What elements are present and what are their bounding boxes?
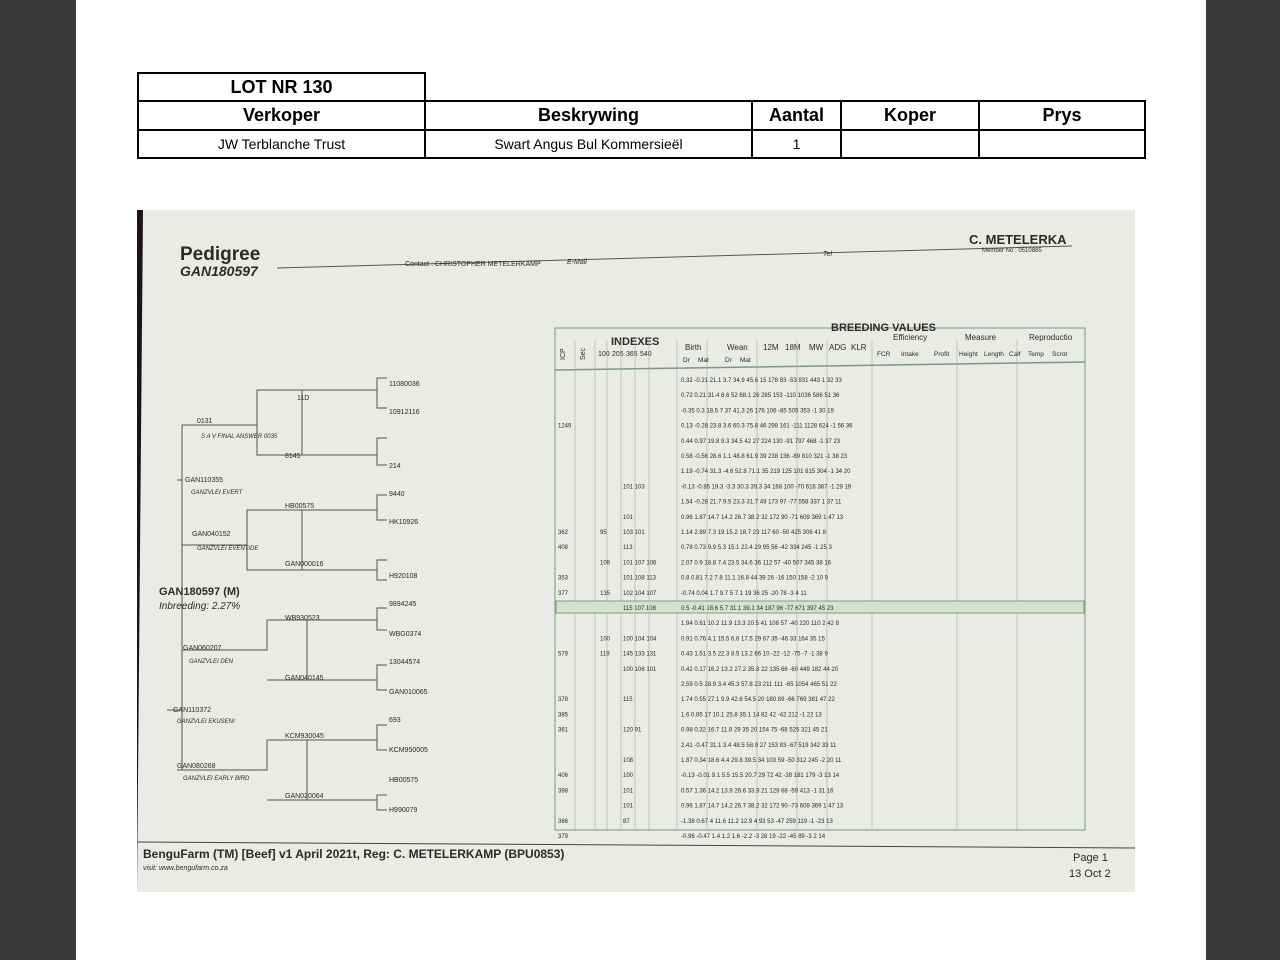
header-beskrywing: Beskrywing (425, 101, 752, 130)
gen4-id: 693 (389, 717, 401, 724)
bv-row-values: 0.91 0.76 4.1 15.5 6.6 17.5 29 67 35 -46 33 164 35 15 (681, 636, 825, 643)
gen4-id: 9440 (389, 491, 405, 498)
bv-group-header: Efficiency (893, 333, 928, 342)
bv-row-values: 1.14 2.89 7.3 19 15.2 18.7 23 117 60 -50 425 306 41 8 (681, 530, 827, 536)
header-prys: Prys (979, 101, 1145, 130)
bv-group-header: Wean (727, 343, 748, 352)
index-values: 103 101 (623, 530, 645, 536)
index-values: 120 91 (623, 727, 642, 734)
bv-subcol-header: Length (984, 351, 1004, 358)
icp-value: 385 (558, 712, 569, 719)
bv-subcol-header: Dr (725, 357, 732, 364)
bv-group-header: Measure (965, 333, 997, 342)
gen3-id: 11D (297, 395, 310, 402)
bv-row-values: -0.13 -0.01 9.1 5.5 15.5 20.7 29 72 42 -38 181 179 -3 13 14 (681, 773, 840, 780)
cell-verkoper: JW Terblanche Trust (138, 130, 425, 158)
index-values: 101 103 (623, 484, 645, 491)
sec-value: 135 (600, 590, 611, 597)
bv-row-values: 0.43 1.51 3.5 22.3 8.5 13.2 66 10 -22 -12 -75 -7 -1 38 9 (681, 651, 828, 658)
gen4-id: KCM950005 (389, 747, 428, 754)
bv-row-values: 0.32 -0.21 21.1 3.7 34.9 45.6 15 178 83 -53 931 443 1 32 33 (681, 378, 842, 384)
owner-name: C. METELERKA (969, 232, 1067, 247)
dam-id: GAN110372 (173, 707, 212, 714)
lot-table (137, 72, 1146, 159)
bv-row-values: 1.74 0.55 27.1 9.9 42.6 54.5 20 180 89 -66 769 381 47 22 (681, 697, 835, 704)
index-values: 101 107 106 (623, 560, 657, 567)
document-page (76, 0, 1206, 960)
bv-row-values: 0.98 0.32 16.7 11.8 29 35 20 154 75 -68 525 321 45 21 (681, 727, 828, 734)
header-aantal: Aantal (752, 101, 841, 130)
sire-sire-id: 0131 (197, 418, 213, 425)
bv-row-values: 1.54 -0.28 21.7 9.5 23.3 31.7 49 173 97 -77 558 337 1 37 11 (681, 499, 842, 506)
gen4-id: WBG0374 (389, 631, 422, 638)
sec-header: Sec (580, 347, 587, 360)
icp-value: 408 (558, 545, 569, 552)
contact-label: Contact : CHRISTOPHER METELERKAMP (405, 261, 541, 268)
bv-group-header: 18M (785, 343, 801, 352)
icp-value: 377 (558, 590, 569, 597)
dam-name: GANZVLEI EKUSENI (177, 719, 235, 725)
bv-subcol-header: Mat (740, 357, 751, 364)
icp-value: 362 (558, 530, 569, 536)
index-col-header: 100 (598, 351, 610, 358)
lot-data-row (138, 130, 1145, 158)
index-col-header: 205 (612, 351, 624, 358)
bv-row-values: 0.96 1.87 14.7 14.2 26.7 38.2 32 172 90 -71 609 369 1 47 13 (681, 514, 844, 521)
gen4-id: 11080036 (389, 381, 420, 388)
gen3-id: KCM930045 (285, 733, 324, 740)
icp-value: 1249 (558, 423, 572, 430)
cell-aantal: 1 (752, 130, 841, 158)
index-values: 100 104 104 (623, 636, 657, 643)
sec-value: 119 (600, 651, 610, 658)
bv-row-values: -0.35 0.3 18.5 7 37 41.3 26 176 106 -85 505 353 -1 30 19 (681, 408, 834, 415)
bv-row-values: 2.41 -0.47 31.1 3.4 48.5 58.9 27 153 83 -67 519 342 33 11 (681, 742, 837, 749)
indexes-title: INDEXES (611, 336, 660, 348)
gen4-id: H920108 (389, 573, 418, 580)
bv-group-header: 12M (763, 343, 779, 352)
bv-row-values: 0.58 -0.56 28.6 1.1 48.8 61.9 39 238 136 -89 810 321 -1 38 23 (681, 454, 848, 460)
member-number: Member No : 0510885 (982, 248, 1042, 254)
bv-subcol-header: Calf (1009, 351, 1021, 358)
pedigree-sheet (137, 210, 1135, 892)
gen3-id: GAN040145 (285, 675, 324, 682)
bv-row-values: -1.38 0.67 4 11.6 11.2 12.9 4 93 53 -47 259 119 -1 -23 13 (681, 818, 833, 825)
index-values: 115 107 108 (623, 606, 656, 612)
bv-subcol-header: Scrot (1052, 351, 1068, 358)
bv-subcol-header: Height (959, 351, 978, 358)
sire-name: GANZVLEI EVERT (191, 490, 243, 496)
sire-sire-name: S A V FINAL ANSWER 0035 (201, 434, 278, 440)
index-values: 101 (623, 514, 634, 521)
bv-row-values: 0.42 0.17 16.2 13.2 27.2 35.8 22 135 66 -60 449 182 44 20 (681, 666, 839, 673)
icp-value: 379 (558, 834, 569, 840)
header-koper: Koper (841, 101, 979, 130)
gen3-id: HB00575 (285, 503, 315, 510)
bv-subcol-header: Dr (683, 357, 690, 364)
sec-value: 95 (600, 530, 607, 536)
icp-header: ICP (560, 348, 567, 360)
bv-row-values: 1.94 0.61 10.2 11.9 13.3 20.5 41 108 57 -40 220 110 2 42 8 (681, 621, 839, 628)
dam-dam-name: GANZVLEI EARLY BIRD (183, 776, 250, 782)
icp-value: 406 (558, 773, 569, 780)
header-verkoper: Verkoper (138, 101, 425, 130)
email-label: E-Mail (567, 259, 587, 266)
bv-row-values: -0.13 -0.85 19.3 -3.3 30.3 39.3 34 168 100 -70 616 387 -1 29 19 (681, 484, 852, 491)
index-values: 115 (623, 697, 633, 704)
inbreeding-coefficient: Inbreeding: 2.27% (159, 601, 241, 612)
sire-dam-name: GANZVLEI EVENTIDE (197, 546, 259, 552)
index-col-header: 365 (626, 351, 638, 358)
bv-row-values: 0.44 0.97 19.8 9.3 34.5 42 27 224 130 -91 797 468 -1 37 23 (681, 438, 841, 445)
bv-row-values: 0.13 -0.28 23.8 3.6 60.3 75.8 46 298 161 -111 1128 624 -1 56 36 (681, 423, 853, 430)
bv-row-values: -0.74 0.04 1.7 9.7 5 7.1 19 36 25 -20 78 -3 4 11 (681, 590, 807, 597)
pedigree-photo (137, 210, 1135, 892)
sec-value: 100 (600, 636, 611, 643)
index-values: 145 133 131 (623, 651, 657, 658)
bv-subcol-header: Mat (698, 357, 709, 364)
page-number: Page 1 (1073, 852, 1108, 864)
print-date: 13 Oct 2 (1069, 868, 1111, 880)
icp-value: 366 (558, 818, 569, 825)
bv-row-values: 1.87 0.34 18.6 4.4 29.8 39.5 34 103 59 -50 312 245 -2 20 11 (681, 758, 842, 764)
gen3-id: GAN020064 (285, 793, 324, 800)
animal-id: GAN180597 (180, 263, 258, 279)
bv-group-header: Birth (685, 343, 702, 352)
gen4-id: HK10926 (389, 519, 419, 526)
icp-value: 378 (558, 697, 569, 704)
icp-value: 361 (558, 727, 569, 734)
bv-subcol-header: Intake (901, 351, 919, 358)
bv-row-values: 0.96 1.87 14.7 14.2 26.7 38.2 32 172 90 -73 609 369 1 47 13 (681, 803, 844, 810)
lot-header-row (138, 101, 1145, 130)
gen4-id: 13044574 (389, 659, 421, 666)
gen3-id: 8145 (285, 453, 301, 460)
footer-software: BenguFarm (TM) [Beef] v1 April 2021t, Reg: C. METELERKAMP (BPU0853) (143, 847, 565, 861)
dam-sire-id: GAN060207 (183, 645, 222, 652)
index-values: 101 (623, 803, 634, 810)
bv-row-values: 1.6 0.85 17 10.1 25.8 35.1 14 82 42 -42 212 -1 22 13 (681, 712, 822, 719)
sire-dam-id: GAN040152 (192, 531, 231, 538)
gen4-id: 9894245 (389, 601, 417, 608)
icp-value: 579 (558, 651, 569, 658)
footer-url: visit: www.bengufarm.co.za (143, 865, 228, 872)
lot-title-spacer (425, 73, 1145, 101)
index-values: 108 (623, 758, 634, 764)
bv-subcol-header: FCR (877, 351, 891, 358)
cell-beskrywing: Swart Angus Bul Kommersieël (425, 130, 752, 158)
bv-row-values: 2.07 0.9 18.8 7.4 23.5 34.6 36 112 57 -40 507 345 38 16 (681, 560, 832, 567)
tel-label: Tel (823, 251, 833, 258)
index-values: 102 104 107 (623, 590, 657, 597)
pedigree-title: Pedigree (180, 244, 261, 265)
gen4-id: GAN010065 (389, 689, 428, 696)
bv-subcol-header: Temp (1028, 351, 1044, 358)
breeding-values-title: BREEDING VALUES (831, 322, 936, 334)
gen4-id: HB00575 (389, 777, 419, 784)
dam-dam-id: GAN080268 (177, 763, 216, 770)
bv-group-header: KLR (851, 343, 867, 352)
index-values: 101 (623, 788, 634, 795)
index-values: 100 106 101 (623, 666, 657, 673)
dam-sire-name: GANZVLEI DEN (189, 659, 234, 665)
icp-value: 353 (558, 575, 569, 582)
index-values: 113 (623, 545, 633, 552)
lot-number-title: LOT NR 130 (138, 73, 425, 101)
gen3-id: WB930523 (285, 615, 320, 622)
bv-row-values: 2.59 0.5 28.9 3.4 45.3 57.8 23 211 111 -65 1054 465 51 22 (681, 682, 837, 688)
gen4-id: 10912116 (389, 409, 420, 416)
cell-prys (979, 130, 1145, 158)
subject-animal: GAN180597 (M) (159, 586, 240, 598)
bv-row-values: 0.57 1.36 14.2 13.9 26.6 33.9 21 129 68 -59 413 -1 31 16 (681, 788, 834, 795)
sec-value: 109 (600, 560, 611, 567)
index-values: 100 (623, 773, 634, 780)
index-values: 87 (623, 818, 630, 825)
sheet-paper (137, 210, 1135, 892)
bv-row-values: 0.78 0.73 9.9 5.3 15.1 22.4 29 95 56 -42 334 245 -1 25 3 (681, 545, 832, 552)
bv-group-header: Reproductio (1029, 333, 1073, 342)
gen4-id: 214 (389, 463, 401, 470)
bv-group-header: MW (809, 343, 824, 352)
bv-row-values: 0.72 0.21 31.4 8.6 52 68.1 26 285 153 -110 1036 586 51 36 (681, 393, 840, 400)
cell-koper (841, 130, 979, 158)
index-values: 101 108 113 (623, 575, 656, 582)
gen3-id: GAN000016 (285, 561, 324, 568)
bv-row-values: 0.8 0.81 7.2 7.8 11.1 16.8 44 39 26 -16 150 158 -2 10 9 (681, 575, 829, 582)
gen4-id: H990079 (389, 807, 418, 814)
sire-id: GAN110355 (185, 477, 224, 484)
bv-row-values: -0.96 -0.47 1.4 1.2 1.6 -2.2 -3 28 19 -22 -45 89 -3 2 14 (681, 834, 826, 840)
bv-group-header: ADG (829, 343, 847, 352)
bv-row-values: 1.19 -0.74 31.3 -4.6 52.8 71.1 35 219 125 101 815 304 -1 34 20 (681, 469, 851, 476)
bv-subcol-header: Profit (934, 351, 950, 358)
icp-value: 398 (558, 788, 569, 795)
index-col-header: 540 (640, 351, 652, 358)
bv-row-values: 0.5 -0.41 18.6 5.7 31.1 39.1 34 187 96 -77 671 397 45 23 (681, 606, 834, 612)
